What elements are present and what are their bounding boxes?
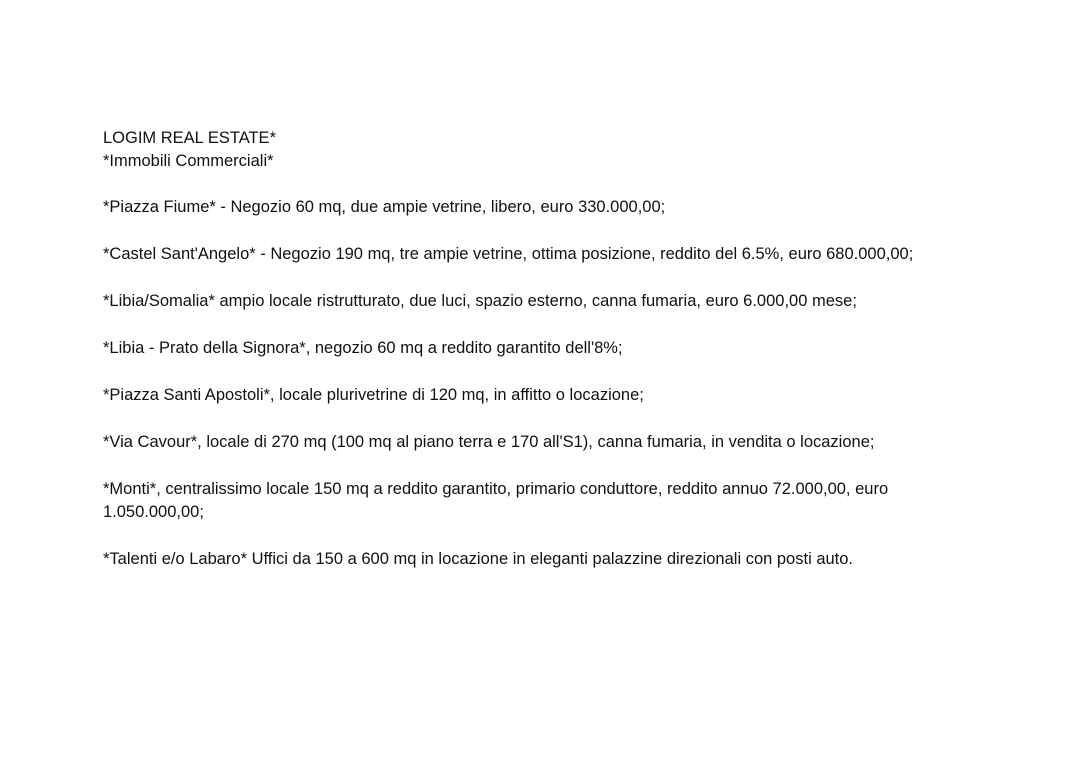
category-title: *Immobili Commerciali* — [103, 152, 274, 170]
listing-item: *Piazza Fiume* - Negozio 60 mq, due ampie vetrine, libero, euro 330.000,00; — [103, 198, 666, 216]
listings — [103, 196, 1003, 571]
listing-item: *Libia/Somalia* ampio locale ristrutturato, due luci, spazio esterno, canna fumaria, euro 6.000,00 mese; — [103, 292, 857, 310]
listing-item: *Piazza Santi Apostoli*, locale plurivetrine di 120 mq, in affitto o locazione; — [103, 386, 644, 404]
listing-item: *Monti*, centralissimo locale 150 mq a reddito garantito, primario conduttore, reddito annuo 72.000,00, euro 1.050.000,00; — [103, 480, 889, 521]
listing-item: *Talenti e/o Labaro* Uffici da 150 a 600 mq in locazione in eleganti palazzine direzionali con posti auto. — [103, 550, 854, 568]
listing-item: *Via Cavour*, locale di 270 mq (100 mq al piano terra e 170 all'S1), canna fumaria, in vendita o locazione; — [103, 433, 875, 451]
company-name: LOGIM REAL ESTATE* — [103, 129, 276, 147]
listing-item: *Castel Sant'Angelo* - Negozio 190 mq, tre ampie vetrine, ottima posizione, reddito del 6.5%, euro 680.000,00; — [103, 245, 914, 263]
document-body — [103, 127, 1003, 571]
listing-item: *Libia - Prato della Signora*, negozio 60 mq a reddito garantito dell'8%; — [103, 339, 623, 357]
